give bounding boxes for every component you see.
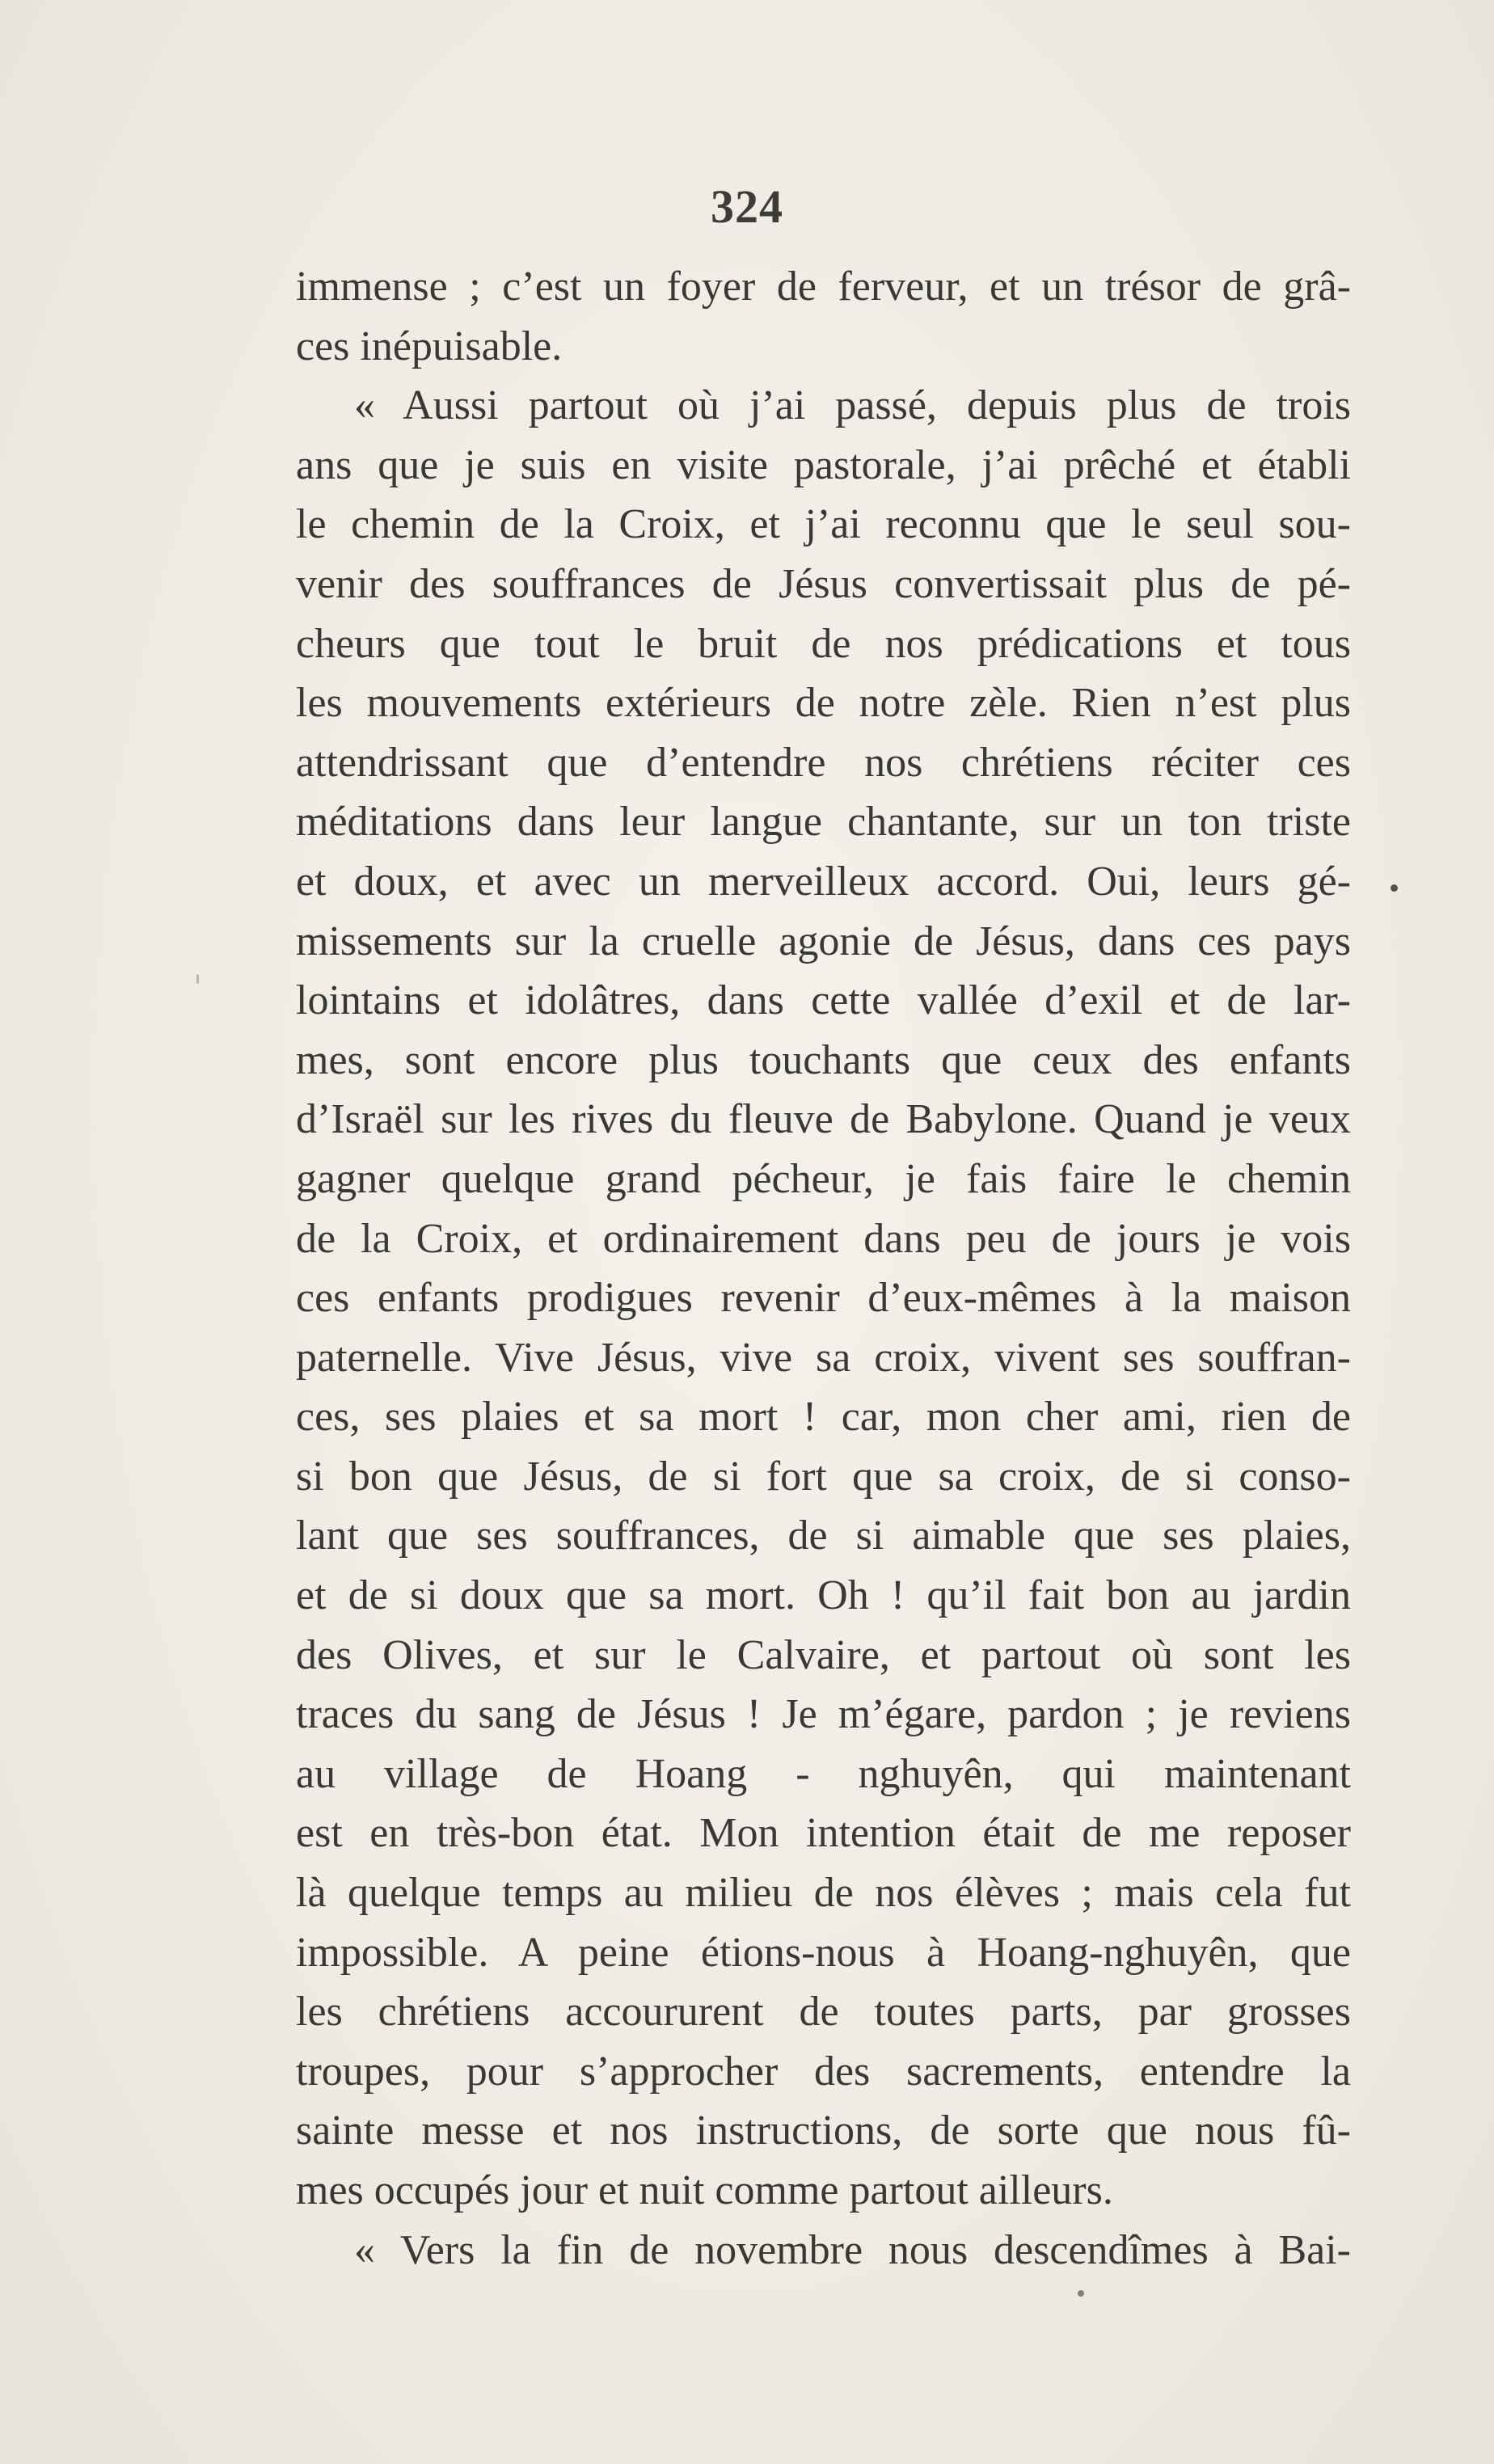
text-line: lant que ses souffrances, de si aimable que ses plaies, [296, 1513, 1351, 1559]
text-line: venir des souffrances de Jésus convertissait plus de pé- [296, 560, 1351, 607]
text-line: lointains et idolâtres, dans cette vallée d’exil et de lar- [296, 977, 1351, 1024]
body-text [296, 257, 1351, 2280]
text-line: « Aussi partout où j’ai passé, depuis plus de trois [354, 382, 1351, 429]
text-line: de la Croix, et ordinairement dans peu de jours je vois [296, 1215, 1351, 1262]
text-line: ans que je suis en visite pastorale, j’ai prêché et établi [296, 441, 1351, 488]
text-line: attendrissant que d’entendre nos chrétiens réciter ces [296, 739, 1351, 786]
text-line: ces inépuisable. [296, 323, 563, 369]
text-line: des Olives, et sur le Calvaire, et partout où sont les [296, 1631, 1351, 1678]
text-line: là quelque temps au milieu de nos élèves ; mais cela fut [296, 1870, 1351, 1917]
text-line: le chemin de la Croix, et j’ai reconnu que le seul sou- [296, 501, 1351, 548]
text-line: méditations dans leur langue chantante, sur un ton triste [296, 799, 1351, 846]
ink-speck [196, 974, 199, 984]
text-line: sainte messe et nos instructions, de sorte que nous fû- [296, 2107, 1351, 2154]
text-line: mes, sont encore plus touchants que ceux des enfants [296, 1036, 1351, 1083]
text-line: mes occupés jour et nuit comme partout ailleurs. [296, 2167, 1113, 2213]
text-line: cheurs que tout le bruit de nos prédications et tous [296, 620, 1351, 667]
text-line: missements sur la cruelle agonie de Jésus, dans ces pays [296, 918, 1351, 964]
ink-speck [1078, 2290, 1084, 2297]
text-line: si bon que Jésus, de si fort que sa croix, de si conso- [296, 1453, 1351, 1500]
text-line: immense ; c’est un foyer de ferveur, et un trésor de grâ- [296, 264, 1351, 310]
text-line: et doux, et avec un merveilleux accord. Oui, leurs gé- [296, 858, 1351, 905]
text-line: est en très-bon état. Mon intention était de me reposer [296, 1810, 1351, 1857]
text-line: gagner quelque grand pécheur, je fais faire le chemin [296, 1155, 1351, 1202]
page-number: 324 [711, 180, 783, 233]
text-line: ces, ses plaies et sa mort ! car, mon cher ami, rien de [296, 1394, 1351, 1441]
text-line: paternelle. Vive Jésus, vive sa croix, vivent ses souffran- [296, 1334, 1351, 1381]
text-line: d’Israël sur les rives du fleuve de Babylone. Quand je veux [296, 1096, 1351, 1143]
text-line: impossible. A peine étions-nous à Hoang-nghuyên, que [296, 1929, 1351, 1976]
text-line: les chrétiens accoururent de toutes parts, par grosses [296, 1989, 1351, 2036]
text-line: troupes, pour s’approcher des sacrements, entendre la [296, 2048, 1351, 2095]
text-line: au village de Hoang - nghuyên, qui maintenant [296, 1750, 1351, 1797]
text-line: traces du sang de Jésus ! Je m’égare, pardon ; je reviens [296, 1691, 1351, 1738]
ink-speck [1391, 884, 1398, 892]
text-line: « Vers la fin de novembre nous descendîmes à Bai- [354, 2226, 1351, 2273]
text-line: les mouvements extérieurs de notre zèle. Rien n’est plus [296, 680, 1351, 727]
text-line: ces enfants prodigues revenir d’eux-mêmes à la maison [296, 1275, 1351, 1322]
text-line: et de si doux que sa mort. Oh ! qu’il fait bon au jardin [296, 1572, 1351, 1619]
